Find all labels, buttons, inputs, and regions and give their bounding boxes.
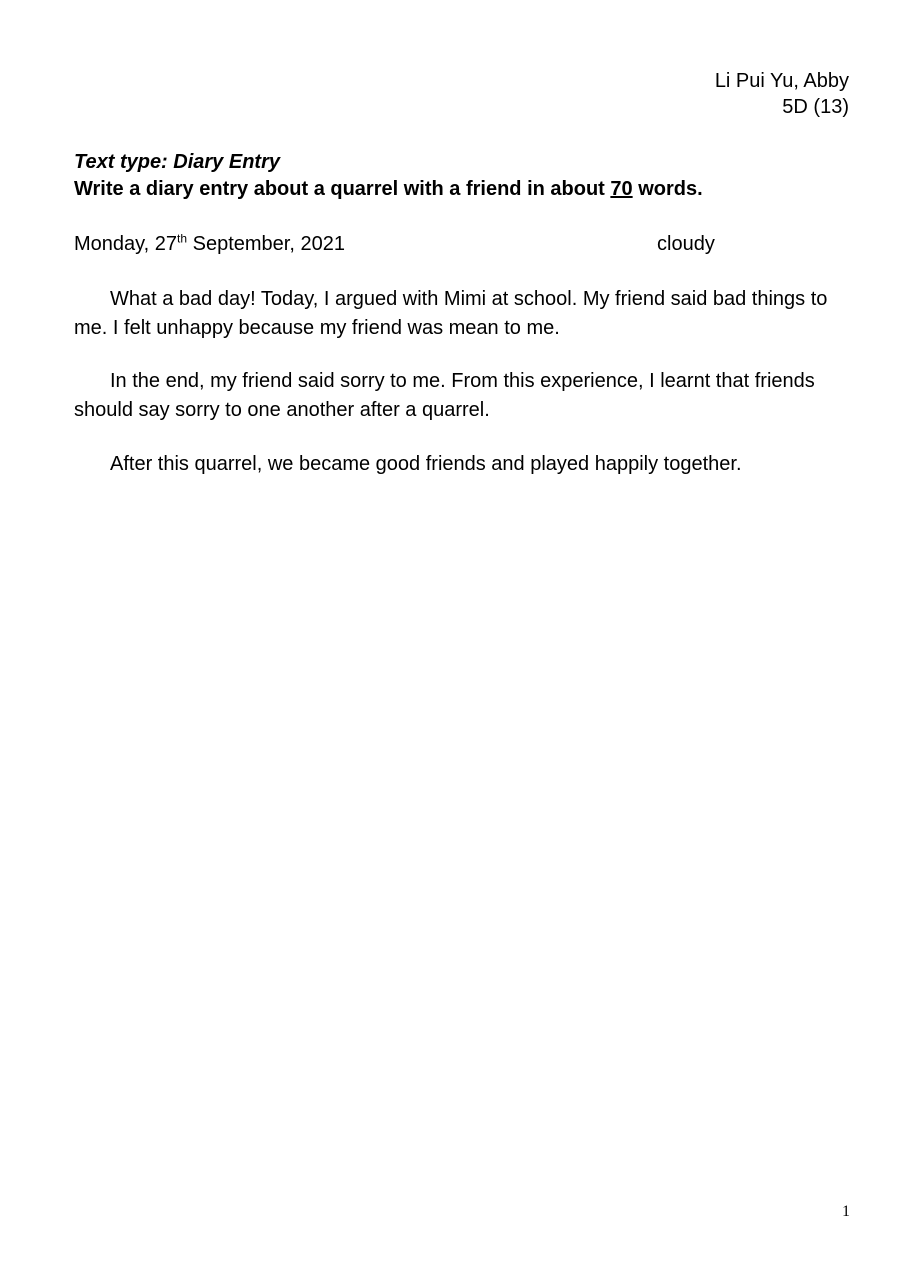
diary-date-line <box>74 231 854 257</box>
prompt-text-end: words. <box>632 178 703 200</box>
diary-paragraph-2: In the end, my friend said sorry to me. From this experience, I learnt that friends should say sorry to one another after a quarrel. <box>74 370 815 421</box>
diary-date <box>74 233 345 255</box>
text-type-label: Text type: Diary Entry <box>74 151 280 173</box>
student-class: 5D (13) <box>782 96 849 118</box>
writing-prompt <box>74 176 703 203</box>
date-weekday-day: Monday, 27 <box>74 233 178 255</box>
page-number: 1 <box>842 1203 850 1220</box>
word-count: 70 <box>610 178 633 200</box>
weather: cloudy <box>657 233 715 255</box>
date-month-year: September, 2021 <box>187 233 345 255</box>
date-ordinal-suffix: th <box>177 231 188 246</box>
prompt-text-start: Write a diary entry about a quarrel with a friend in about <box>74 178 611 200</box>
task-heading <box>74 149 703 203</box>
diary-paragraph-1: What a bad day! Today, I argued with Mimi at school. My friend said bad things to me. I felt unhappy because my friend was mean to me. <box>74 288 828 339</box>
diary-paragraph-3: After this quarrel, we became good friends and played happily together. <box>110 453 742 475</box>
student-name: Li Pui Yu, Abby <box>714 70 849 92</box>
student-info <box>715 68 849 120</box>
